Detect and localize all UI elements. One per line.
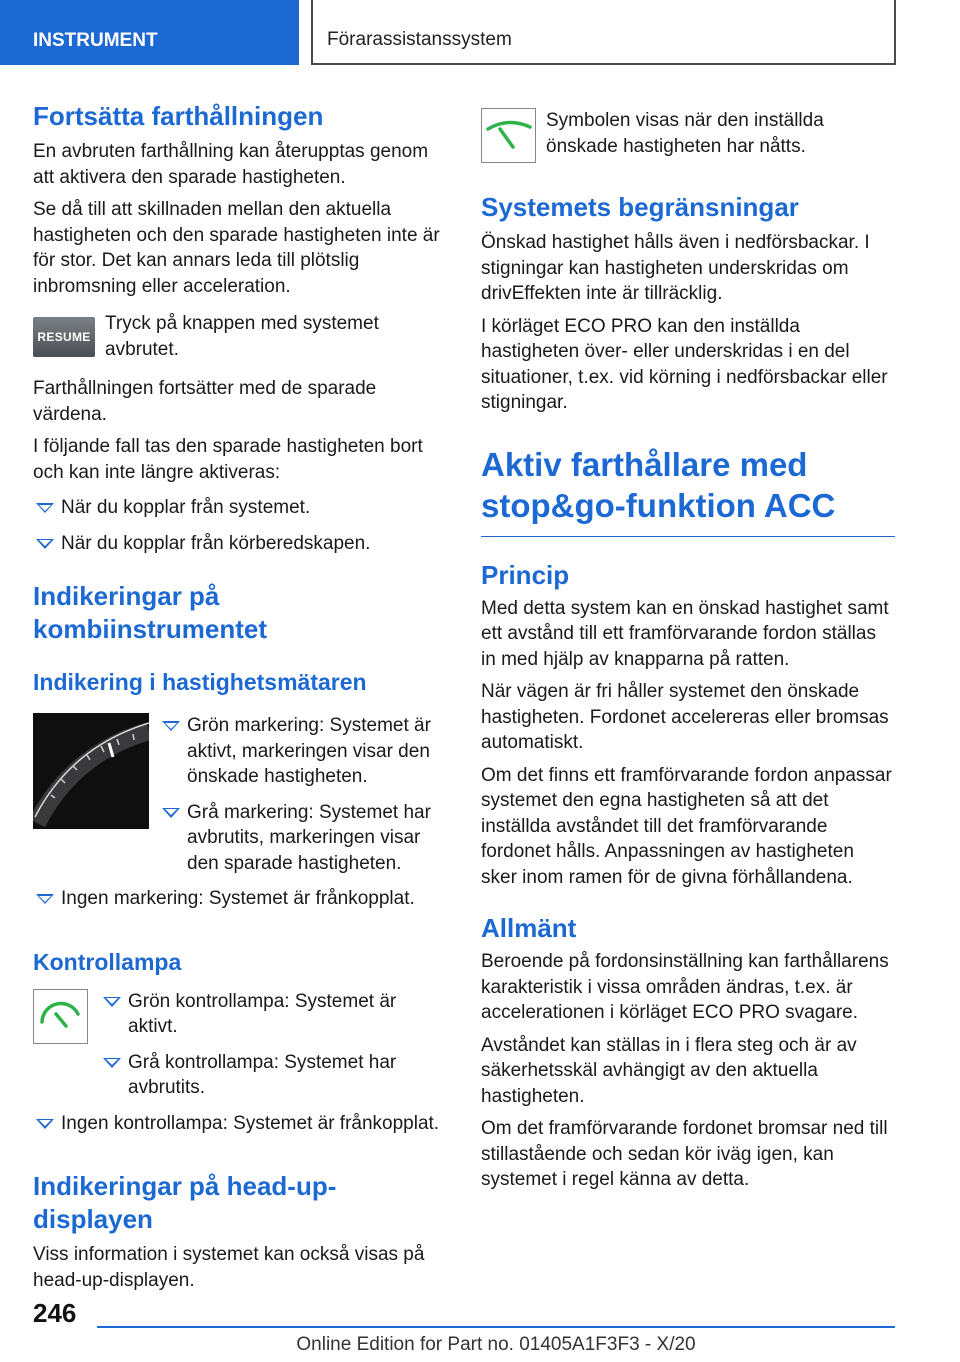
- resume-heading: Fortsätta farthållningen: [33, 101, 324, 131]
- footer-edition: Online Edition for Part no. 01405A1F3F3 - X/20: [296, 1334, 696, 1355]
- list-item: När du kopplar från systemet.: [33, 495, 443, 521]
- left-column: [33, 100, 443, 1293]
- list-item: Grön markering: Systemet är aktivt, markeringen visar den önskade hastigheten.: [159, 713, 443, 790]
- limits-paragraph-1: Önskad hastighet hålls även i nedförsbackar. I stigningar kan hastigheten underskridas om drivEffekten inte är tillräcklig.: [481, 232, 870, 304]
- resume-paragraph-3: Farthållningen fortsätter med de sparade värdena.: [33, 378, 377, 425]
- princip-paragraph-3: Om det finns ett framförvarande fordon anpassar systemet den egna hastigheten så att det inställda avståndet till det framförvarande fordonet hålls. Anpassningen av hastigheten sker inom ramen för de givna förhållandena.: [481, 764, 892, 888]
- hud-heading: Indikeringar på head-up-displayen: [33, 1171, 337, 1234]
- lamp-heading: Kontrollampa: [33, 948, 182, 975]
- hud-cruise-symbol-icon: [482, 109, 535, 162]
- list-item: Ingen markering: Systemet är frånkopplat.: [33, 886, 443, 912]
- lamp-bullet-list: [100, 989, 443, 1101]
- speedo-bullet-list: [159, 713, 443, 876]
- princip-paragraph-1: Med detta system kan en önskad hastighet samt ett avstånd till ett framförvarande fordon ställas in med hjälp av knapparna på ratten.: [481, 597, 889, 670]
- hud-symbol-image: [481, 108, 536, 163]
- speedometer-icon: [33, 713, 149, 829]
- limits-heading: Systemets begränsningar: [481, 192, 799, 222]
- hud-symbol-row: [481, 108, 895, 163]
- princip-heading: Princip: [481, 559, 570, 590]
- resume-paragraph-1: En avbruten farthållning kan återupptas genom att aktivera den sparade hastigheten.: [33, 141, 429, 188]
- page-number: 246: [33, 1298, 77, 1328]
- allmant-heading: Allmänt: [481, 913, 577, 943]
- kombi-heading: Indikeringar på kombiinstrumentet: [33, 581, 268, 644]
- acc-heading: Aktiv farthållare med stop&go-funktion ACC: [481, 444, 895, 537]
- header-chapter: [311, 0, 896, 65]
- speedometer-image: [33, 713, 149, 829]
- resume-button-text: Tryck på knappen med systemet avbrutet.: [105, 313, 379, 360]
- footer-divider: [97, 1326, 895, 1328]
- list-item: När du kopplar från körberedskapen.: [33, 531, 443, 557]
- lamp-bullet-list-full: [33, 1111, 443, 1137]
- resume-paragraph-4: I följande fall tas den sparade hastigheten bort och kan inte längre aktiveras:: [33, 436, 423, 483]
- list-item: Grön kontrollampa: Systemet är aktivt.: [100, 989, 443, 1040]
- allmant-paragraph-3: Om det framförvarande fordonet bromsar ned till stillastående och sedan kör iväg igen, kan systemet i regel känna av detta.: [481, 1118, 888, 1190]
- list-item: Grå kontrollampa: Systemet har avbrutits.: [100, 1050, 443, 1101]
- princip-paragraph-2: När vägen är fri håller systemet den önskade hastigheten. Fordonet accelereras eller bromsas automatiskt.: [481, 681, 889, 753]
- list-item: Grå markering: Systemet har avbrutits, markeringen visar den sparade hastigheten.: [159, 800, 443, 877]
- lamp-row: [33, 989, 443, 1101]
- control-lamp-image: [33, 989, 88, 1044]
- chapter-label: Förarassistanssystem: [327, 29, 512, 50]
- resume-bullet-list: [33, 495, 443, 556]
- allmant-paragraph-1: Beroende på fordonsinställning kan farthållarens karakteristik i vissa områden ändras, t.ex. är accelerationen i körläget ECO PRO svagare.: [481, 951, 889, 1023]
- limits-paragraph-2: I körläget ECO PRO kan den inställda hastigheten över- eller underskridas i en del situationer, t.ex. vid körning i nedförsbackar eller stigningar.: [481, 315, 888, 413]
- hud-paragraph: Viss information i systemet kan också visas på head-up-displayen.: [33, 1244, 425, 1291]
- allmant-paragraph-2: Avståndet kan ställas in i flera steg och är av säkerhetsskäl avhängigt av den aktuella hastigheten.: [481, 1034, 857, 1107]
- resume-button-row: [33, 311, 443, 362]
- section-label: INSTRUMENT: [33, 30, 158, 51]
- hud-symbol-text: Symbolen visas när den inställda önskade hastigheten har nåtts.: [546, 110, 824, 157]
- right-column: [481, 100, 895, 1193]
- speedo-bullet-list-full: [33, 886, 443, 912]
- resume-button-icon: RESUME: [33, 317, 95, 357]
- resume-paragraph-2: Se då till att skillnaden mellan den aktuella hastigheten och den sparade hastigheten inte är för stor. Det kan annars leda till plötslig inbromsning eller acceleration.: [33, 199, 440, 297]
- cruise-control-lamp-icon: [34, 990, 87, 1043]
- speedo-row: [33, 713, 443, 876]
- speedo-heading: Indikering i hastighetsmätaren: [33, 669, 367, 695]
- header-section: [0, 0, 299, 65]
- list-item: Ingen kontrollampa: Systemet är frånkopplat.: [33, 1111, 443, 1137]
